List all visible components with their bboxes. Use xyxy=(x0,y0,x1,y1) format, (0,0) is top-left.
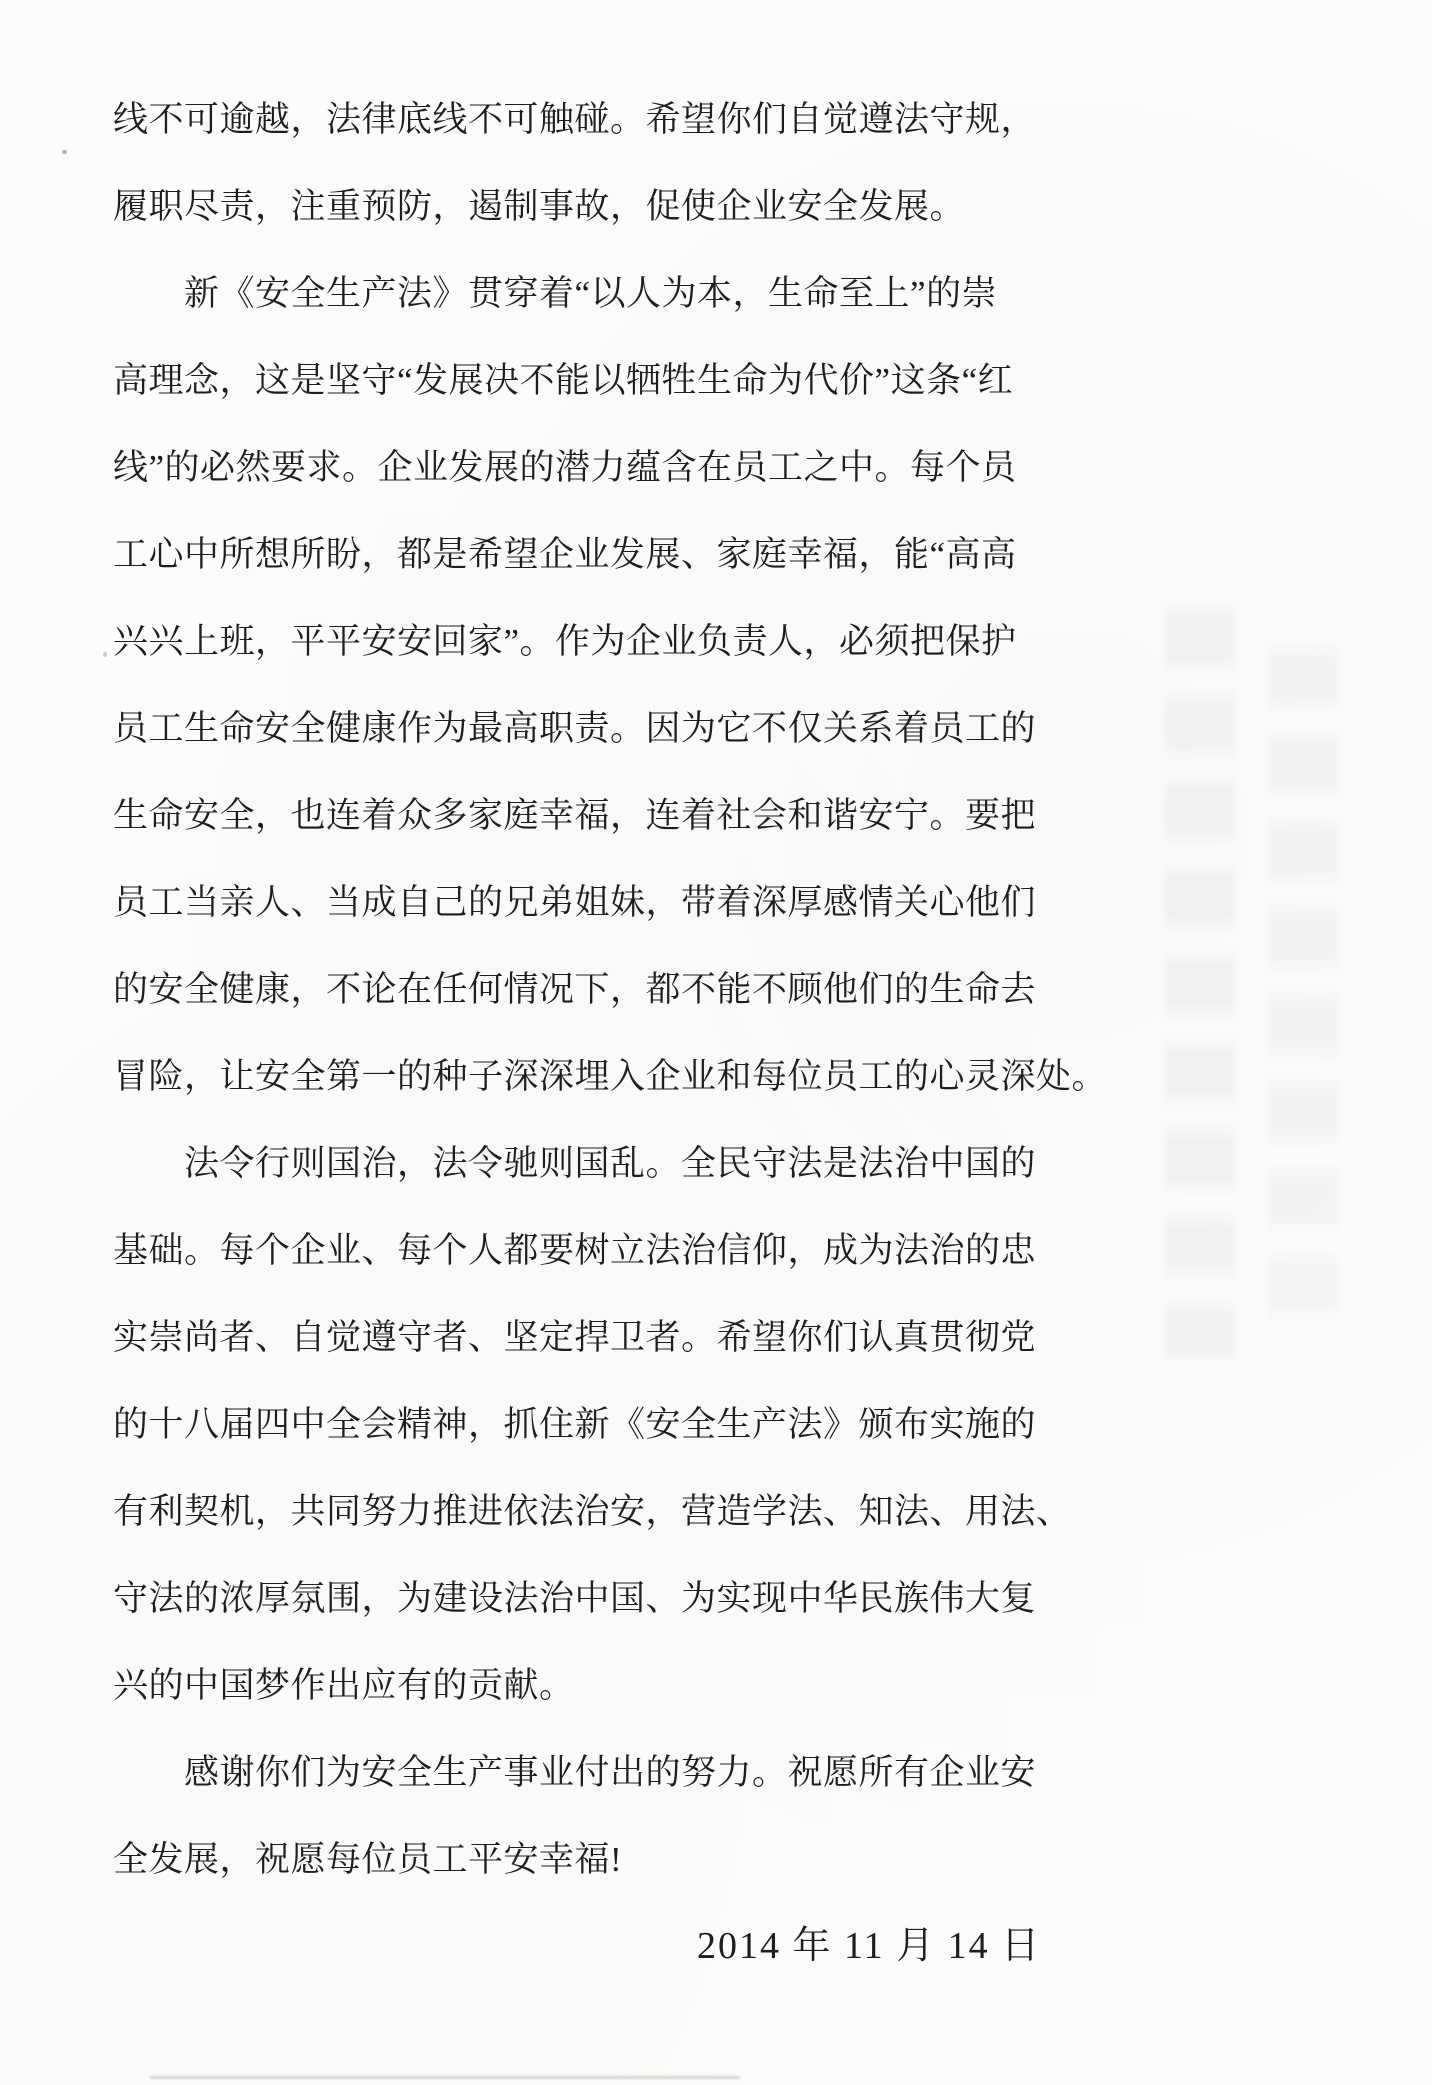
text-line: 实崇尚者、自觉遵守者、坚定捍卫者。希望你们认真贯彻党 xyxy=(113,1318,1037,1357)
text-line: 有利契机，共同努力推进依法治安，营造学法、知法、用法、 xyxy=(113,1492,1072,1531)
text-line: 基础。每个企业、每个人都要树立法治信仰，成为法治的忠 xyxy=(113,1231,1037,1270)
text-line: 法令行则国治，法令驰则国乱。全民守法是法治中国的 xyxy=(184,1144,1037,1183)
letter-body-text xyxy=(113,76,1108,1990)
text-line: 线不可逾越，法律底线不可触碰。希望你们自觉遵法守规， xyxy=(113,100,1037,139)
letter-lines-container xyxy=(113,76,1108,1903)
text-line: 履职尽责，注重预防，遏制事故，促使企业安全发展。 xyxy=(113,187,966,226)
date-line: 2014 年 11 月 14 日 xyxy=(697,1925,1042,1967)
text-line: 员工生命安全健康作为最高职责。因为它不仅关系着员工的 xyxy=(113,709,1037,748)
text-line: 生命安全，也连着众多家庭幸福，连着社会和谐安宁。要把 xyxy=(113,796,1037,835)
text-line: 兴兴上班，平平安安回家”。作为企业负责人，必须把保护 xyxy=(113,622,1017,661)
text-line: 兴的中国梦作出应有的贡献。 xyxy=(113,1666,575,1705)
text-line: 冒险，让安全第一的种子深深埋入企业和每位员工的心灵深处。 xyxy=(113,1057,1108,1096)
text-line: 工心中所想所盼，都是希望企业发展、家庭幸福，能“高高 xyxy=(113,535,1017,574)
bleed-through-artifact xyxy=(1268,640,1338,1340)
bleed-through-artifact xyxy=(1165,600,1235,1360)
scan-speck xyxy=(103,652,107,657)
text-line: 员工当亲人、当成自己的兄弟姐妹，带着深厚感情关心他们 xyxy=(113,883,1037,922)
text-line: 全发展，祝愿每位员工平安幸福! xyxy=(113,1840,623,1879)
text-line: 感谢你们为安全生产事业付出的努力。祝愿所有企业安 xyxy=(184,1753,1037,1792)
text-line: 的安全健康，不论在任何情况下，都不能不顾他们的生命去 xyxy=(113,970,1037,1009)
text-line: 新《安全生产法》贯穿着“以人为本，生命至上”的崇 xyxy=(184,274,998,313)
text-line: 线”的必然要求。企业发展的潜力蕴含在员工之中。每个员 xyxy=(113,448,1017,487)
scan-edge-streak xyxy=(150,2076,740,2079)
text-line: 的十八届四中全会精神，抓住新《安全生产法》颁布实施的 xyxy=(113,1405,1037,1444)
scan-speck xyxy=(61,149,67,154)
text-line: 守法的浓厚氛围，为建设法治中国、为实现中华民族伟大复 xyxy=(113,1579,1037,1618)
text-line: 高理念，这是坚守“发展决不能以牺牲生命为代价”这条“红 xyxy=(113,361,1014,400)
